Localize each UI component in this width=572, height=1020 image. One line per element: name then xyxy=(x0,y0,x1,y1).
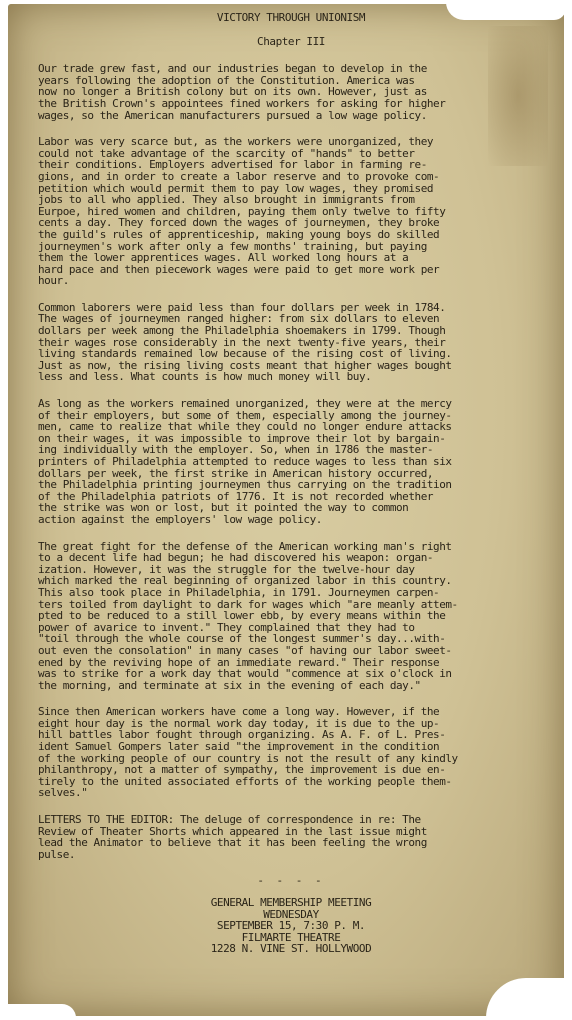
text-line: the Philadelphia printing journeymen thus carrying on the tradition xyxy=(38,478,452,492)
torn-edge-bottom-right xyxy=(486,978,566,1018)
text-line: Common laborers were paid less than four dollars per week in 1784. xyxy=(38,300,446,314)
text-line: pulse. xyxy=(38,847,76,861)
text-line: selves." xyxy=(38,786,88,800)
text-line: dollars per week, the first strike in American history occurred, xyxy=(38,466,434,480)
text-line: philanthropy, not a matter of sympathy, the improvement is due en- xyxy=(38,763,446,777)
text-line: out even the consolation" in many cases "of having our labor sweet- xyxy=(38,643,452,657)
text-line: the British Crown's appointees fined workers for asking for higher xyxy=(38,96,446,110)
text-line: gions, and in order to create a labor reserve and to provoke com- xyxy=(38,169,440,183)
text-line: Labor was very scarce but, as the workers were unorganized, they xyxy=(38,135,434,149)
paragraph xyxy=(38,814,544,860)
text-line: Since then American workers have come a long way. However, if the xyxy=(38,705,440,719)
text-line: wages, so the American manufacturers pursued a low wage policy. xyxy=(38,108,427,122)
paragraph xyxy=(38,302,544,383)
text-line: ters toiled from daylight to dark for wages which "are meanly attem- xyxy=(38,597,458,611)
text-line: The great fight for the defense of the American working man's right xyxy=(38,539,452,553)
text-line: printers of Philadelphia attempted to reduce wages to less than six xyxy=(38,455,452,468)
document-title: VICTORY THROUGH UNIONISM xyxy=(216,11,366,24)
text-line: the morning, and terminate at six in the evening of each day." xyxy=(38,678,421,692)
text-line: now no longer a British colony but on its own. However, just as xyxy=(38,85,427,99)
text-line: their wages rose considerably in the next twenty-five years, their xyxy=(38,335,446,349)
text-line: The wages of journeymen ranged higher: from six dollars to eleven xyxy=(38,312,440,326)
meeting-notice-line: WEDNESDAY xyxy=(263,907,319,921)
chapter-heading: Chapter III xyxy=(257,34,325,48)
document-body xyxy=(38,12,544,955)
text-line: petition which would permit them to pay low wages, they promised xyxy=(38,181,434,195)
text-line: the guild's rules of apprenticeship, making young boys do skilled xyxy=(38,227,440,241)
text-line: As long as the workers remained unorganized, they were at the mercy xyxy=(38,397,452,411)
meeting-notice-line: 1228 N. VINE ST. HOLLYWOOD xyxy=(210,942,372,956)
text-line: ened by the reviving hope of an immediate reward." Their response xyxy=(38,655,440,669)
text-line: ization. However, it was the struggle for the twelve-hour day xyxy=(38,562,415,576)
paragraph xyxy=(38,136,544,287)
text-line: Eurpoe, hired women and children, paying them only twelve to fifty xyxy=(38,204,446,218)
paragraph xyxy=(38,63,544,121)
paragraph xyxy=(38,541,544,692)
text-line: hard pace and then piecework wages were paid to get more work per xyxy=(38,262,440,276)
text-line: years following the adoption of the Constitution. America was xyxy=(38,73,415,87)
section-divider: - - - - xyxy=(257,874,325,888)
text-line: power of avarice to invent." They complained that they had to xyxy=(38,620,415,634)
text-line: them the lower apprentices wages. All worked long hours at a xyxy=(38,251,409,265)
text-line: action against the employers' low wage policy. xyxy=(38,512,322,526)
text-line: "toil through the whole course of the longest summer's day...with- xyxy=(38,632,446,646)
meeting-notice xyxy=(38,897,544,955)
text-line: jobs to all who applied. They also brought in immigrants from xyxy=(38,193,415,207)
text-line: ing individually with the employer. So, when in 1786 the master- xyxy=(38,443,434,457)
meeting-notice-line: SEPTEMBER 15, 7:30 P. M. xyxy=(216,919,366,933)
text-line: which marked the real beginning of organized labor in this country. xyxy=(38,574,452,588)
text-line: pted to be reduced to a still lower ebb, by every means within the xyxy=(38,609,446,623)
text-line: LETTERS TO THE EDITOR: The deluge of correspondence in re: The xyxy=(38,813,421,827)
paragraphs xyxy=(38,63,544,860)
text-line: of the Philadelphia patriots of 1776. It is not recorded whether xyxy=(38,489,434,503)
meeting-notice-line: FILMARTE THEATRE xyxy=(241,930,341,944)
text-line: Review of Theater Shorts which appeared in the last issue might xyxy=(38,824,427,838)
text-line: hill battles labor fought through organizing. As A. F. of L. Pres- xyxy=(38,728,446,742)
text-line: less and less. What counts is how much money will buy. xyxy=(38,370,372,384)
text-line: journeymen's work after only a few months' training, but paying xyxy=(38,239,427,253)
text-line: of their employers, but some of them, especially among the journey- xyxy=(38,408,452,422)
text-line: living standards remained low because of the rising cost of living. xyxy=(38,347,452,361)
paragraph xyxy=(38,398,544,526)
text-line: dollars per week among the Philadelphia shoemakers in 1799. Though xyxy=(38,324,446,338)
text-line: ident Samuel Gompers later said "the improvement in the condition xyxy=(38,740,440,754)
text-line: This also took place in Philadelphia, in 1791. Journeymen carpen- xyxy=(38,585,440,599)
text-line: lead the Animator to believe that it has been feeling the wrong xyxy=(38,836,427,850)
text-line: was to strike for a work day that would "commence at six o'clock in xyxy=(38,667,452,681)
text-line: eight hour day is the normal work day today, it is due to the up- xyxy=(38,716,440,730)
text-line: cents a day. They forced down the wages of journeymen, they broke xyxy=(38,216,440,230)
text-line: to a decent life had begun; he had discovered his weapon: organ- xyxy=(38,551,434,565)
text-line: men, came to realize that while they could no longer endure attacks xyxy=(38,420,452,434)
text-line: their conditions. Employers advertised for labor in farming re- xyxy=(38,158,427,172)
paragraph xyxy=(38,706,544,799)
text-line: of the working people of our country is not the result of any kindly xyxy=(38,751,458,765)
meeting-notice-line: GENERAL MEMBERSHIP MEETING xyxy=(210,896,372,909)
text-line: the strike was won or lost, but it pointed the way to common xyxy=(38,501,409,515)
text-line: tirely to the united associated efforts of the working people them- xyxy=(38,774,452,788)
torn-edge-bottom-left xyxy=(6,1004,76,1018)
text-line: on their wages, it was impossible to improve their lot by bargain- xyxy=(38,431,446,445)
text-line: Our trade grew fast, and our industries began to develop in the xyxy=(38,62,427,76)
text-line: could not take advantage of the scarcity of "hands" to better xyxy=(38,146,415,160)
text-line: Just as now, the rising living costs meant that higher wages bought xyxy=(38,358,452,372)
text-line: hour. xyxy=(38,274,69,288)
